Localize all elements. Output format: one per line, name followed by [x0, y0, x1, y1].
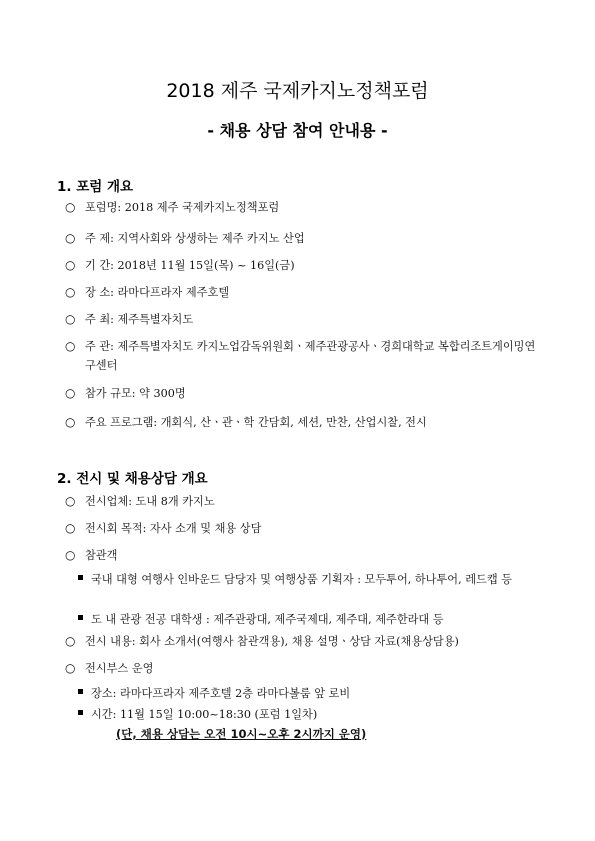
sub-list-item: 도 내 관광 전공 대학생 : 제주관광대, 제주국제대, 제주대, 제주한라대 등 [78, 610, 548, 629]
circle-bullet-icon: ○ [65, 200, 76, 214]
list-item: ○ 주 최: 제주특별자치도 [65, 310, 545, 329]
list-item: ○ 포럼명: 2018 제주 국제카지노정책포럼 [65, 198, 545, 217]
list-item: ○ 기 간: 2018년 11월 15일(목) ~ 16일(금) [65, 256, 545, 275]
sub-list-item: 국내 대형 여행사 인바운드 담당자 및 여행상품 기획자 : 모두투어, 하나투어, 레드캡 등 [78, 570, 548, 589]
circle-bullet-icon: ○ [65, 231, 76, 245]
list-item: ○ 주 제: 지역사회와 상생하는 제주 카지노 산업 [65, 229, 545, 248]
square-bullet-icon [78, 710, 83, 715]
circle-bullet-icon: ○ [65, 548, 76, 562]
list-item: ○ 주 관: 제주특별자치도 카지노업감독위원회ㆍ제주관광공사ㆍ경희대학교 복합리조트게이밍연구센터 [65, 339, 536, 372]
section-1-heading: 1. 포럼 개요 [57, 179, 134, 195]
list-item: ○ 참관객 [65, 546, 545, 565]
circle-bullet-icon: ○ [65, 339, 76, 353]
list-item: ○ 장 소: 라마다프라자 제주호텔 [65, 283, 545, 302]
sub-list-item: 시간: 11월 15일 10:00~18:30 (포럼 1일차) [78, 705, 548, 724]
circle-bullet-icon: ○ [65, 494, 76, 508]
page-subtitle: - 채용 상담 참여 안내용 - [207, 121, 388, 140]
square-bullet-icon [78, 575, 83, 580]
consultation-note: (단, 채용 상담는 오전 10시~오후 2시까지 운영) [116, 727, 367, 741]
square-bullet-icon [78, 615, 83, 620]
circle-bullet-icon: ○ [65, 634, 76, 648]
sub-list-item: 장소: 라마다프라자 제주호텔 2층 라마다볼룸 앞 로비 [78, 684, 548, 703]
page-title: 2018 제주 국제카지노정책포럼 [166, 80, 429, 102]
list-item: ○ 주요 프로그램: 개회식, 산ㆍ관ㆍ학 간담회, 세션, 만찬, 산업시찰, 전시 [65, 413, 545, 432]
circle-bullet-icon: ○ [65, 521, 76, 535]
circle-bullet-icon: ○ [65, 258, 76, 272]
list-item: ○ 참가 규모: 약 300명 [65, 384, 545, 403]
circle-bullet-icon: ○ [65, 285, 76, 299]
circle-bullet-icon: ○ [65, 661, 76, 675]
square-bullet-icon [78, 689, 83, 694]
list-item: ○ 전시부스 운영 [65, 659, 545, 678]
list-item: ○ 전시업체: 도내 8개 카지노 [65, 492, 545, 511]
circle-bullet-icon: ○ [65, 386, 76, 400]
list-item: ○ 전시회 목적: 자사 소개 및 채용 상담 [65, 519, 545, 538]
section-2-heading: 2. 전시 및 채용상담 개요 [57, 471, 208, 487]
list-item: ○ 전시 내용: 회사 소개서(여행사 참관객용), 채용 설명ㆍ상담 자료(채용상담용) [65, 632, 545, 651]
circle-bullet-icon: ○ [65, 415, 76, 429]
circle-bullet-icon: ○ [65, 312, 76, 326]
